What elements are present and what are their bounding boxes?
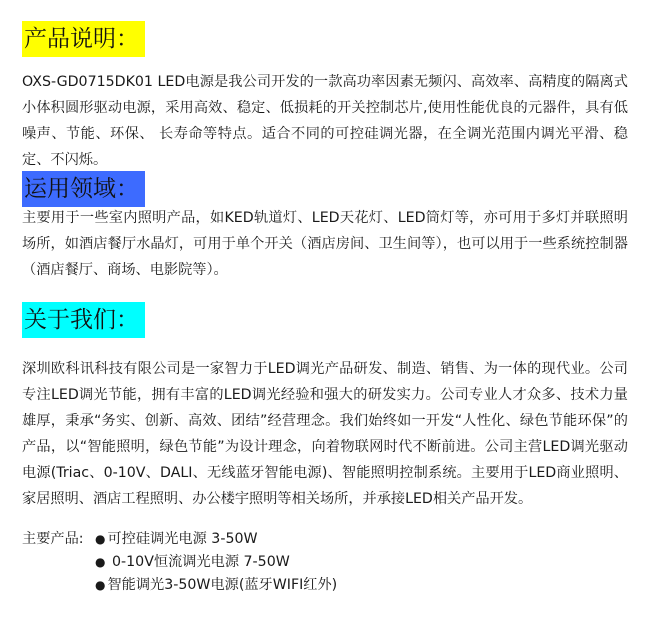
bullet-icon: ● <box>95 532 106 546</box>
bullet-icon: ● <box>95 555 106 569</box>
product-item: ● 可控硅调光电源 3-50W <box>95 531 258 547</box>
about-heading: 关于我们： <box>22 302 145 338</box>
about-paragraph: 深圳欧科讯科技有限公司是一家智力于LED调光产品研发、制造、销售、为一体的现代业。公司专注LED调光节能，拥有丰富的LED调光经验和强大的研发实力。公司专业人才众多、技术力量雄厚，秉承“务实、创新、高效、团结”经营理念。我们始终如一开发“人性化、绿色节能环保”的产品，以“智能照明，绿色节能”为设计理念，向着物联网时代不断前进。公司主营LED调光驱动电源(Triac、0-10V、DALI、无线蓝牙智能电源)、智能照明控制系统。主要用于LED商业照明、家居照明、酒店工程照明、办公楼宇照明等相关场所，并承接LED相关产品开发。 <box>22 361 628 507</box>
product-item: ● 智能调光3-50W电源(蓝牙WIFI红外) <box>95 577 338 593</box>
intro-paragraph: OXS-GD0715DK01 LED电源是我公司开发的一款高功率因素无频闪、高效率、高精度的隔离式小体积圆形驱动电源，采用高效、稳定、低损耗的开关控制芯片,使用性能优良的元器件，具有低噪声、节能、环保、 长寿命等特点。适合不同的可控硅调光器，在全调光范围内调光平滑、稳定、不闪烁。 <box>22 74 628 168</box>
intro-heading: 产品说明： <box>22 21 145 57</box>
bullet-icon: ● <box>95 578 106 592</box>
usage-heading: 运用领域： <box>22 171 145 207</box>
product-list-label: 主要产品: <box>22 531 84 547</box>
usage-paragraph: 主要用于一些室内照明产品，如KED轨道灯、LED天花灯、LED筒灯等，亦可用于多灯并联照明场所，如酒店餐厅水晶灯，可用于单个开关（酒店房间、卫生间等），也可以用于一些系统控制器（酒店餐厅、商场、电影院等）。 <box>22 210 628 278</box>
product-item: ● 0-10V恒流调光电源 7-50W <box>95 554 290 570</box>
